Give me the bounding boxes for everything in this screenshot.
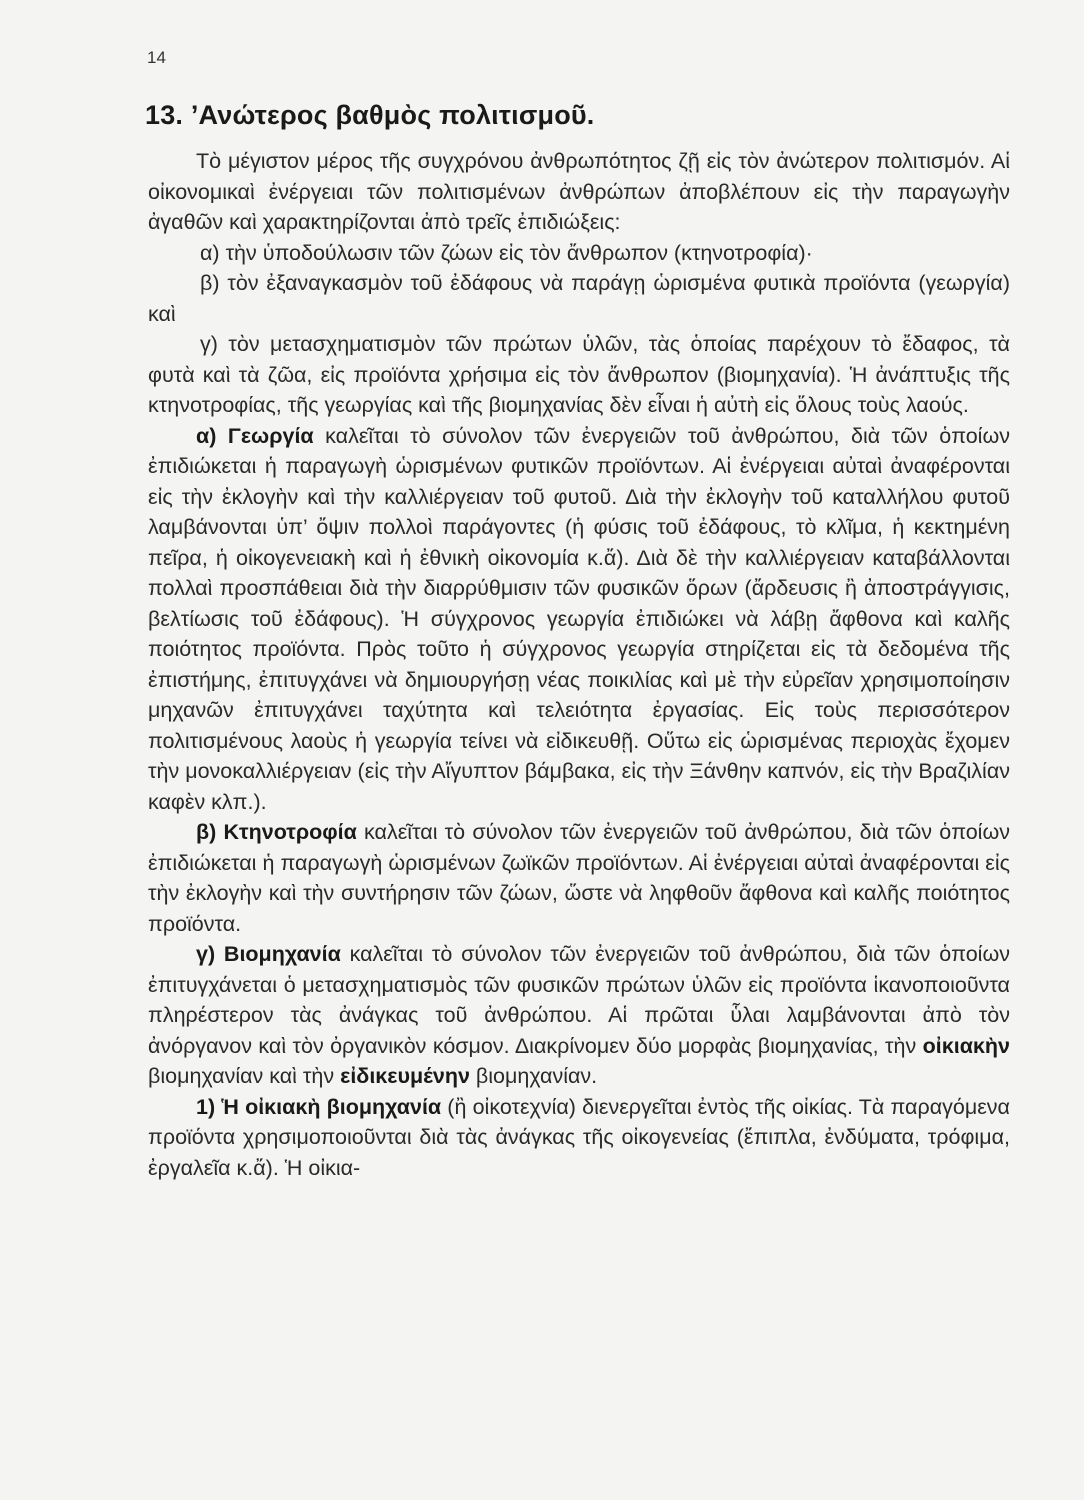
term-specialized-industry: εἰδικευμένην	[340, 1064, 470, 1088]
paragraph-agriculture	[148, 421, 1010, 818]
term-home-industry: οἰκιακὴν	[922, 1033, 1010, 1058]
section-heading: 13. ’Ανώτερος βαθμὸς πολιτισμοῦ.	[145, 100, 595, 130]
term-agriculture: α) Γεωργία	[196, 423, 314, 448]
home-industry-text: (ἢ οἰκοτεχνία) διενεργεῖται ἐντὸς τῆς οἰκίας. Τὰ παραγόμενα προϊόντα χρησιμοποιοῦνται διὰ τὰς ἀνάγκας τῆς οἰκογενείας (ἔπιπλα, ἐνδύματα, τρόφιμα, ἐργαλεῖα κ.ἄ). Ἡ οἰκια-	[148, 1094, 1010, 1180]
paragraph-industry	[148, 939, 1010, 1092]
term-livestock: β) Κτηνοτροφία	[196, 820, 357, 844]
term-home-industry-heading: 1) Ἡ οἰκιακὴ βιομηχανία	[196, 1094, 442, 1119]
livestock-text: καλεῖται τὸ σύνολον τῶν ἐνεργειῶν τοῦ ἀνθρώπου, διὰ τῶν ὁποίων ἐπιδιώκεται ἡ παραγωγὴ ὡρισμένων ζωϊκῶν προϊόντων. Αἱ ἐνέργειαι αὐταὶ ἀναφέρονται εἰς τὴν ἐκλογὴν καὶ τὴν συντήρησιν τῶν ζώων, ὥστε νὰ ληφθοῦν ἄφθονα καὶ καλῆς ποιότητος προϊόντα.	[148, 820, 1010, 936]
list-item-b: β) τὸν ἐξαναγκασμὸν τοῦ ἐδάφους νὰ παράγῃ ὡρισμένα φυτικὰ προϊόντα (γεωργία) καὶ	[148, 271, 1010, 326]
paragraph-livestock	[148, 817, 1010, 939]
body-text	[148, 146, 1010, 1183]
term-industry: γ) Βιομηχανία	[196, 942, 341, 966]
list-item-a: α) τὴν ὑποδούλωσιν τῶν ζώων εἰς τὸν ἄνθρωπον (κτηνοτροφία)·	[200, 240, 813, 265]
industry-text-3: βιομηχανίαν.	[469, 1064, 598, 1088]
page-number: 14	[147, 48, 166, 67]
paragraph-home-industry	[148, 1092, 1010, 1184]
agriculture-text: καλεῖται τὸ σύνολον τῶν ἐνεργειῶν τοῦ ἀνθρώπου, διὰ τῶν ὁποίων ἐπιδιώκεται ἡ παραγωγὴ ὡρισμένων φυτικῶν προϊόντων. Αἱ ἐνέργειαι αὐταὶ ἀναφέρονται εἰς τὴν ἐκλογὴν καὶ τὴν καλλιέργειαν τοῦ φυτοῦ. Διὰ τὴν ἐκλογὴν τοῦ καταλλήλου φυτοῦ λαμβάνονται ὑπ’ ὄψιν πολλοὶ παράγοντες (ἡ φύσις τοῦ ἐδάφους, τὸ κλῖμα, ἡ κεκτημένη πεῖρα, ἡ οἰκογενειακὴ καὶ ἡ ἐθνικὴ οἰκονομία κ.ἄ). Διὰ δὲ τὴν καλλιέργειαν καταβάλλονται πολλαὶ προσπάθειαι διὰ τὴν διαρρύθμισιν τῶν φυσικῶν ὅρων (ἄρδευσις ἢ ἀποστράγγισις, βελτίωσις τοῦ ἐδάφους). Ἡ σύγχρονος γεωργία ἐπιδιώκει νὰ λάβῃ ἄφθονα καὶ καλῆς ποιότητος προϊόντα. Πρὸς τοῦτο ἡ σύγχρονος γεωργία στηρίζεται εἰς τὰ δεδομένα τῆς ἐπιστήμης, ἐπιτυγχάνει νὰ δημιουργήσῃ νέας ποικιλίας καὶ μὲ τὴν εὐρεῖαν χρησιμοποίησιν μηχανῶν ἐπιτυγχάνει ταχύτητα καὶ τελειότητα ἐργασίας. Εἰς τοὺς περισσότερον πολιτισμένους λαοὺς ἡ γεωργία τείνει νὰ εἰδικευθῇ. Οὕτω εἰς ὡρισμένας περιοχὰς ἔχομεν τὴν μονοκαλλιέργειαν (εἰς τὴν Αἴγυπτον βάμβακα, εἰς τὴν Ξάνθην καπνόν, εἰς τὴν Βραζιλίαν καφὲν κλπ.).	[148, 423, 1010, 814]
list-item-c: γ) τὸν μετασχηματισμὸν τῶν πρώτων ὑλῶν, τὰς ὁποίας παρέχουν τὸ ἔδαφος, τὰ φυτὰ καὶ τὰ ζῶα, εἰς προϊόντα χρήσιμα εἰς τὸν ἄνθρωπον (βιομηχανία). Ἡ ἀνάπτυξις τῆς κτηνοτροφίας, τῆς γεωργίας καὶ τῆς βιομηχανίας δὲν εἶναι ἡ αὐτὴ εἰς ὅλους τοὺς λαούς.	[148, 332, 1010, 417]
industry-text-2: βιομηχανίαν καὶ τὴν	[148, 1064, 341, 1088]
industry-text-1: καλεῖται τὸ σύνολον τῶν ἐνεργειῶν τοῦ ἀνθρώπου, διὰ τῶν ὁποίων ἐπιτυγχάνεται ὁ μετασχηματισμὸς τῶν φυσικῶν πρώτων ὑλῶν εἰς προϊόντα ἱκανοποιοῦντα πληρέστερον τὰς ἀνάγκας τοῦ ἀνθρώπου. Αἱ πρῶται ὗλαι λαμβάνονται ἀπὸ τὸν ἀνόργανον καὶ τὸν ὀργανικὸν κόσμον. Διακρίνομεν δύο μορφὰς βιομηχανίας, τὴν	[148, 942, 1010, 1058]
intro-paragraph: Τὸ μέγιστον μέρος τῆς συγχρόνου ἀνθρωπότητος ζῇ εἰς τὸν ἀνώτερον πολιτισμόν. Αἱ οἰκονομικαὶ ἐνέργειαι τῶν πολιτισμένων ἀνθρώπων ἀποβλέπουν εἰς τὴν παραγωγὴν ἀγαθῶν καὶ χαρακτηρίζονται ἀπὸ τρεῖς ἐπιδιώξεις:	[148, 149, 1010, 234]
